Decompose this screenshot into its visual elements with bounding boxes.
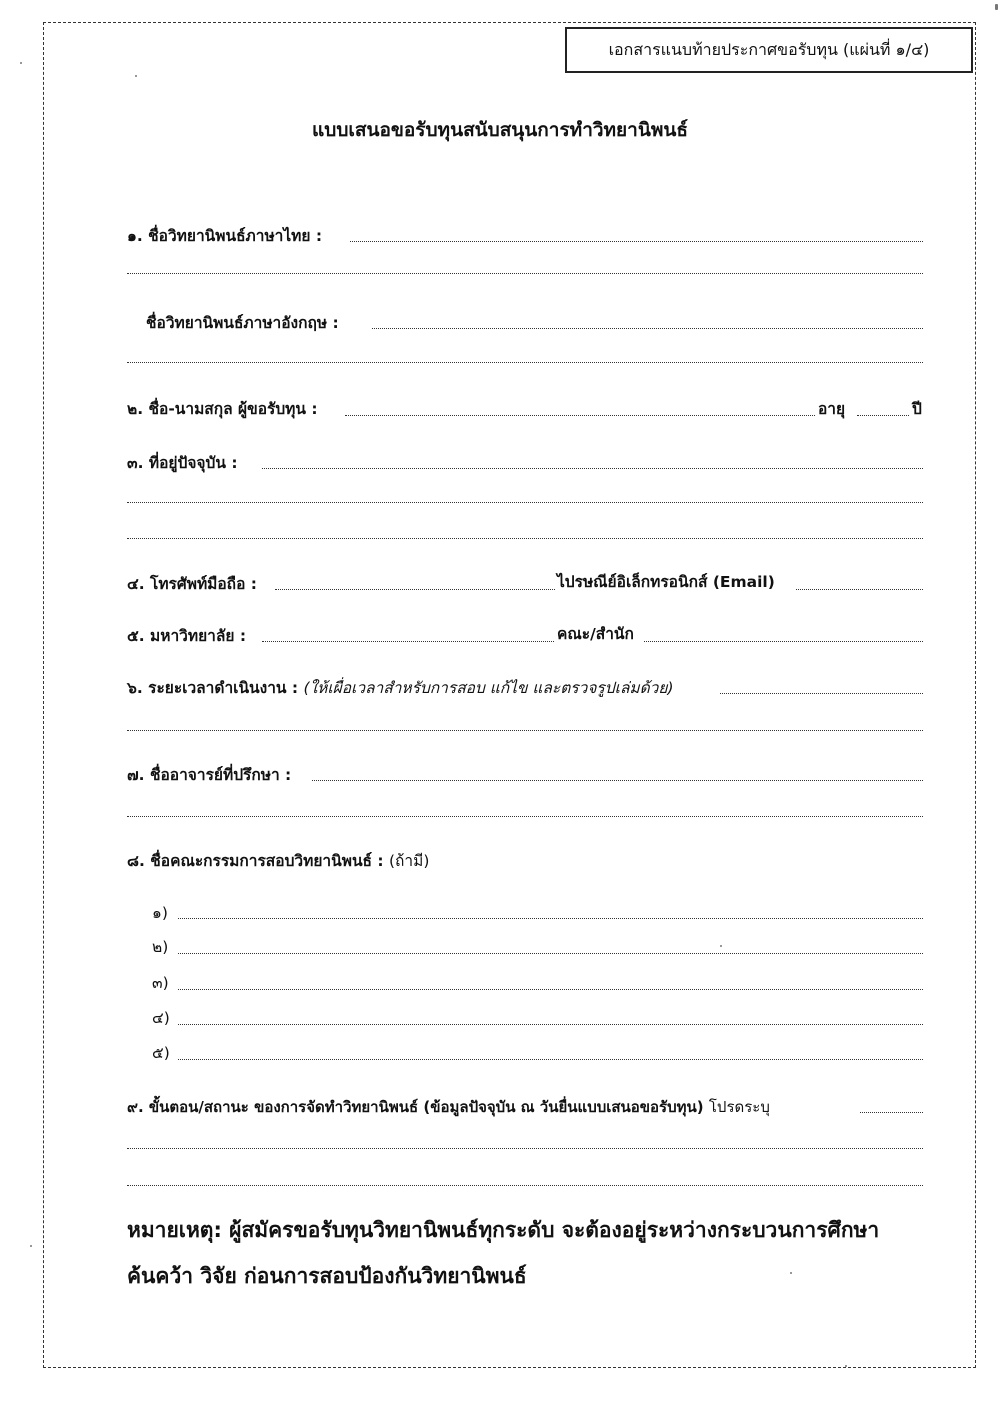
q5-faculty-label: คณะ/สำนัก <box>557 625 634 643</box>
q8-member-number: ๓) <box>152 974 169 992</box>
q6-duration-label <box>127 678 674 698</box>
scan-speck <box>30 1245 32 1247</box>
q9-status-field-line3[interactable] <box>127 1185 923 1186</box>
q3-address-field-line3[interactable] <box>127 538 923 539</box>
q6-duration-label-text: ๖. ระยะเวลาดำเนินงาน : <box>127 679 299 697</box>
q1-english-title-field-line2[interactable] <box>127 362 923 363</box>
q8-committee-label <box>127 851 429 871</box>
q4-mobile-field[interactable] <box>275 589 555 590</box>
q8-member-number: ๑) <box>152 904 168 922</box>
q6-duration-hint: (ให้เผื่อเวลาสำหรับการสอบ แก้ไข และตรวจรูปเล่มด้วย) <box>303 679 674 697</box>
q7-advisor-field[interactable] <box>312 780 923 781</box>
q7-advisor-field-line2[interactable] <box>127 816 923 817</box>
scan-speck <box>790 1272 792 1274</box>
q1-thai-title-field-line2[interactable] <box>127 273 923 274</box>
q8-member-1-field[interactable] <box>178 918 923 919</box>
q8-member-number: ๒) <box>152 938 169 956</box>
q8-member-4-field[interactable] <box>178 1024 923 1025</box>
q5-faculty-field[interactable] <box>644 641 923 642</box>
q5-university-field[interactable] <box>262 641 554 642</box>
q4-email-label: ไปรษณีย์อิเล็กทรอนิกส์ (Email) <box>557 573 775 591</box>
q8-member-2-field[interactable] <box>178 953 923 954</box>
q9-status-field[interactable] <box>860 1112 923 1113</box>
q2-age-label: อายุ <box>818 400 846 418</box>
attachment-tag: เอกสารแนบท้ายประกาศขอรับทุน (แผ่นที่ ๑/๔) <box>565 27 973 73</box>
scan-speck <box>845 1365 847 1367</box>
q9-status-field-line2[interactable] <box>127 1148 923 1149</box>
q4-email-field[interactable] <box>796 589 923 590</box>
q2-name-field[interactable] <box>345 415 815 416</box>
q2-age-field[interactable] <box>857 415 909 416</box>
q8-committee-label-text: ๘. ชื่อคณะกรรมการสอบวิทยานิพนธ์ : <box>127 852 384 870</box>
q3-address-label: ๓. ที่อยู่ปัจจุบัน : <box>127 454 238 472</box>
remark-line-1: หมายเหตุ: ผู้สมัครขอรับทุนวิทยานิพนธ์ทุกระดับ จะต้องอยู่ระหว่างกระบวนการศึกษา <box>127 1218 880 1242</box>
q6-duration-field-line2[interactable] <box>127 730 923 731</box>
q5-university-label: ๕. มหาวิทยาลัย : <box>127 627 247 645</box>
scan-speck <box>995 4 998 10</box>
scan-speck <box>20 62 22 64</box>
q1-thai-title-label: ๑. ชื่อวิทยานิพนธ์ภาษาไทย : <box>127 227 323 245</box>
q7-advisor-label: ๗. ชื่ออาจารย์ที่ปรึกษา : <box>127 766 292 784</box>
q2-age-unit: ปี <box>912 400 922 418</box>
form-title: แบบเสนอขอรับทุนสนับสนุนการทำวิทยานิพนธ์ <box>312 119 688 141</box>
q8-member-number: ๕) <box>152 1044 170 1062</box>
q1-thai-title-field[interactable] <box>350 241 923 242</box>
scan-speck <box>720 945 722 947</box>
q1-english-title-field[interactable] <box>372 328 923 329</box>
q8-member-5-field[interactable] <box>178 1059 923 1060</box>
q3-address-field[interactable] <box>262 468 923 469</box>
q4-mobile-label: ๔. โทรศัพท์มือถือ : <box>127 575 257 593</box>
q1-english-title-label: ชื่อวิทยานิพนธ์ภาษาอังกฤษ : <box>146 314 339 332</box>
q9-status-label <box>127 1097 770 1117</box>
q2-name-label: ๒. ชื่อ-นามสกุล ผู้ขอรับทุน : <box>127 400 318 418</box>
q9-specify-label: โปรดระบุ <box>708 1098 770 1116</box>
remark-line-2: ค้นคว้า วิจัย ก่อนการสอบป้องกันวิทยานิพนธ์ <box>127 1264 527 1288</box>
q6-duration-field[interactable] <box>720 693 923 694</box>
q8-member-number: ๔) <box>152 1009 170 1027</box>
q8-optional-note: (ถ้ามี) <box>389 852 430 870</box>
q8-member-3-field[interactable] <box>178 989 923 990</box>
q3-address-field-line2[interactable] <box>127 502 923 503</box>
q9-status-label-text: ๙. ขั้นตอน/สถานะ ของการจัดทำวิทยานิพนธ์ (ข้อมูลปัจจุบัน ณ วันยื่นแบบเสนอขอรับทุน) <box>127 1098 704 1116</box>
scan-speck <box>135 75 137 77</box>
